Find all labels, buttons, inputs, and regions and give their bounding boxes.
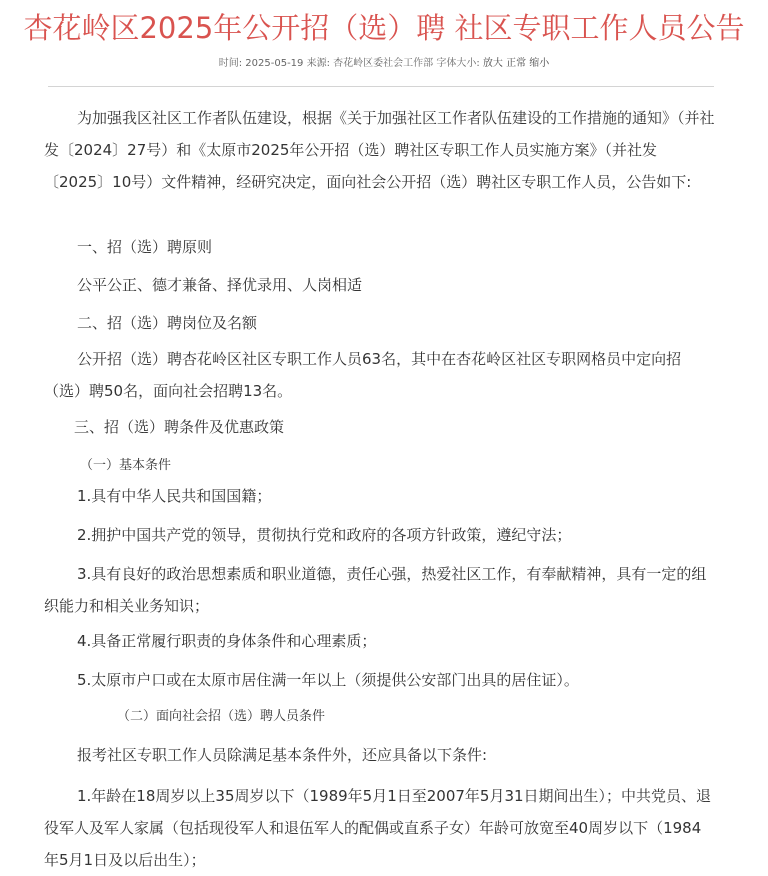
section-3-heading: 三、招（选）聘条件及优惠政策 bbox=[74, 418, 285, 436]
intro-paragraph: 为加强我区社区工作者队伍建设，根据《关于加强社区工作者队伍建设的工作措施的通知》（并社发〔2024〕27号）和《太原市2025年公开招（选）聘社区专职工作人员实施方案》（并社发〔2025〕10号）文件精神，经研究决定，面向社会公开招（选）聘社区专职工作人员，公告如下: bbox=[44, 109, 715, 191]
section-3-sub-2: （二）面向社会招（选）聘人员条件 bbox=[117, 709, 326, 724]
section-2-body: 公开招（选）聘杏花岭区社区专职工作人员63名，其中在杏花岭区社区专职网格员中定向招（选）聘50名，面向社会招聘13名。 bbox=[44, 350, 682, 400]
meta-time-value: 2025-05-19 bbox=[245, 58, 304, 69]
basic-condition-item-1: 1.具有中华人民共和国国籍； bbox=[77, 487, 272, 505]
basic-condition-item-2: 2.拥护中国共产党的领导，贯彻执行党和政府的各项方针政策，遵纪守法； bbox=[77, 526, 572, 544]
section-1-body: 公平公正、德才兼备、择优录用、人岗相适 bbox=[77, 276, 363, 294]
section-3-sub-2-intro: 报考社区专职工作人员除满足基本条件外，还应具备以下条件: bbox=[77, 746, 488, 764]
section-1-heading: 一、招（选）聘原则 bbox=[77, 238, 213, 256]
font-small-button[interactable]: 缩小 bbox=[529, 58, 550, 69]
basic-condition-item-3: 3.具有良好的政治思想素质和职业道德，责任心强，热爱社区工作，有奉献精神，具有一定的组织能力和相关业务知识； bbox=[44, 565, 707, 615]
section-2-heading: 二、招（选）聘岗位及名额 bbox=[77, 314, 258, 332]
basic-condition-item-5: 5.太原市户口或在太原市居住满一年以上（须提供公安部门出具的居住证）。 bbox=[77, 671, 579, 689]
basic-condition-item-4: 4.具备正常履行职责的身体条件和心理素质； bbox=[77, 632, 377, 650]
section-3-sub-1: （一）基本条件 bbox=[80, 458, 172, 473]
article-title: 杏花岭区2025年公开招（选）聘 社区专职工作人员公告 bbox=[23, 11, 745, 45]
public-condition-item-1: 1.年龄在18周岁以上35周岁以下（1989年5月1日至2007年5月31日期间出生）；中共党员、退役军人及军人家属（包括现役军人和退伍军人的配偶或直系子女）年龄可放宽至40周岁以下（1984年5月1日及以后出生）； bbox=[44, 787, 712, 869]
meta-time-label: 时间: bbox=[218, 58, 243, 69]
font-normal-button[interactable]: 正常 bbox=[506, 58, 527, 69]
meta-font-size-label: 字体大小: bbox=[436, 58, 480, 69]
article-meta bbox=[0, 57, 768, 71]
meta-source-value: 杏花岭区委社会工作部 bbox=[333, 58, 434, 69]
meta-source-label: 来源: bbox=[306, 58, 330, 69]
title-divider bbox=[48, 86, 714, 87]
font-large-button[interactable]: 放大 bbox=[482, 58, 503, 69]
